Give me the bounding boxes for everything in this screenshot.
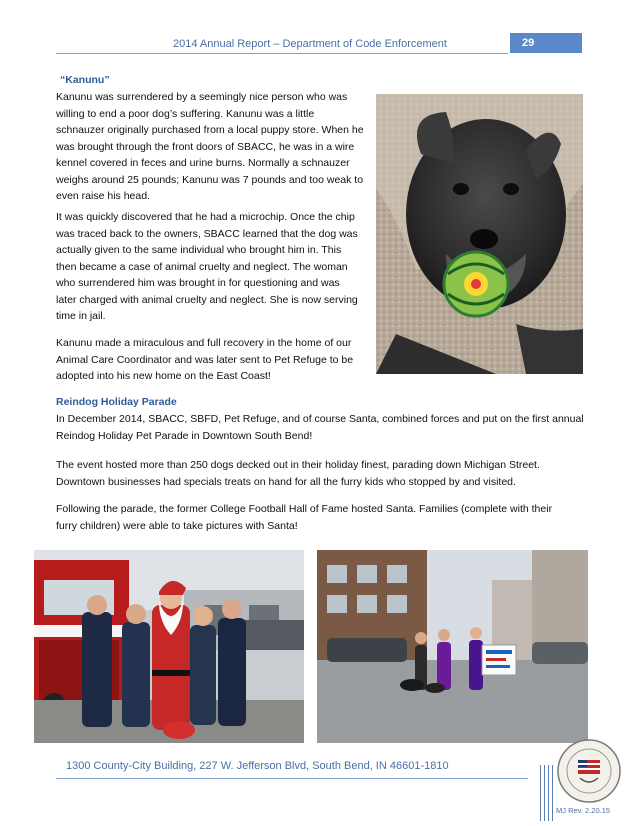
kanunu-paragraph-2 xyxy=(56,209,358,325)
kanunu-dog-photo xyxy=(376,94,583,374)
text-line: Downtown businesses had specials treats on hand for all the furry kids who stopped by and visited. xyxy=(56,475,516,488)
text-line: who surrendered him was brought in for questioning and was xyxy=(56,277,340,289)
text-line: then became a case of animal cruelty and neglect. The woman xyxy=(56,260,348,273)
parade-paragraph-3 xyxy=(56,501,552,534)
report-header-title: 2014 Annual Report – Department of Code Enforcement xyxy=(173,38,447,50)
kanunu-paragraph-1 xyxy=(56,89,364,205)
kanunu-paragraph-3 xyxy=(56,335,353,385)
text-line: The event hosted more than 250 dogs decked out in their holiday finest, parading down Michigan Street. xyxy=(56,459,540,471)
page-number-badge: 29 xyxy=(510,33,582,53)
text-line: actually given to the same individual who brought him in. This xyxy=(56,244,342,256)
santa-firefighters-photo xyxy=(34,550,304,743)
revision-note: MJ Rev. 2.20.15 xyxy=(556,806,611,815)
text-line: In December 2014, SBACC, SBFD, Pet Refuge, and of course Santa, combined forces and put on the first annual xyxy=(56,413,584,425)
parade-street-photo xyxy=(317,550,588,743)
text-line: adopted into his new home on the East Coast! xyxy=(56,370,271,382)
parade-photo-image xyxy=(317,550,588,743)
santa-photo-image xyxy=(34,550,304,743)
text-line: time in jail. xyxy=(56,310,106,322)
kanunu-heading: “Kanunu” xyxy=(60,74,110,86)
header-divider xyxy=(56,53,508,54)
text-line: Reindog Holiday Pet Parade in Downtown South Bend! xyxy=(56,429,313,442)
text-line: Following the parade, the former College Football Hall of Fame hosted Santa. Families (complete with their xyxy=(56,503,553,515)
text-line: willing to end a poor dog’s suffering. Kanunu was a little xyxy=(56,107,315,120)
parade-paragraph-2 xyxy=(56,457,540,490)
text-line: weighs around 25 pounds; Kanunu was 7 pounds and too weak to xyxy=(56,173,364,186)
text-line: schnauzer originally purchased from a local puppy store. When he xyxy=(56,124,364,136)
text-line: Kanunu was surrendered by a seemingly nice person who was xyxy=(56,91,348,103)
footer-vertical-lines xyxy=(540,765,554,821)
text-line: Animal Care Coordinator and was later sent to Pet Refuge to be xyxy=(56,353,354,366)
parade-paragraph-1 xyxy=(56,411,584,444)
text-line: It was quickly discovered that he had a microchip. Once the chip xyxy=(56,211,355,223)
footer-address: 1300 County-City Building, 227 W. Jefferson Blvd, South Bend, IN 46601-1810 xyxy=(66,760,449,772)
text-line: kennel covered in feces and urine burns. Normally a schnauzer xyxy=(56,157,350,169)
dog-photo-image xyxy=(376,94,583,374)
text-line: even raise his head. xyxy=(56,190,150,202)
text-line: Kanunu made a miraculous and full recovery in the home of our xyxy=(56,337,352,349)
text-line: furry children) were able to take pictures with Santa! xyxy=(56,519,298,532)
text-line: was brought through the front doors of SBACC, he was in a wire xyxy=(56,140,355,153)
city-seal-icon xyxy=(556,738,622,804)
footer-divider xyxy=(56,778,528,779)
parade-heading: Reindog Holiday Parade xyxy=(56,396,177,408)
text-line: was traced back to the owners, SBACC learned that the dog was xyxy=(56,227,358,240)
text-line: later charged with animal cruelty and neglect. She is now serving xyxy=(56,293,358,306)
